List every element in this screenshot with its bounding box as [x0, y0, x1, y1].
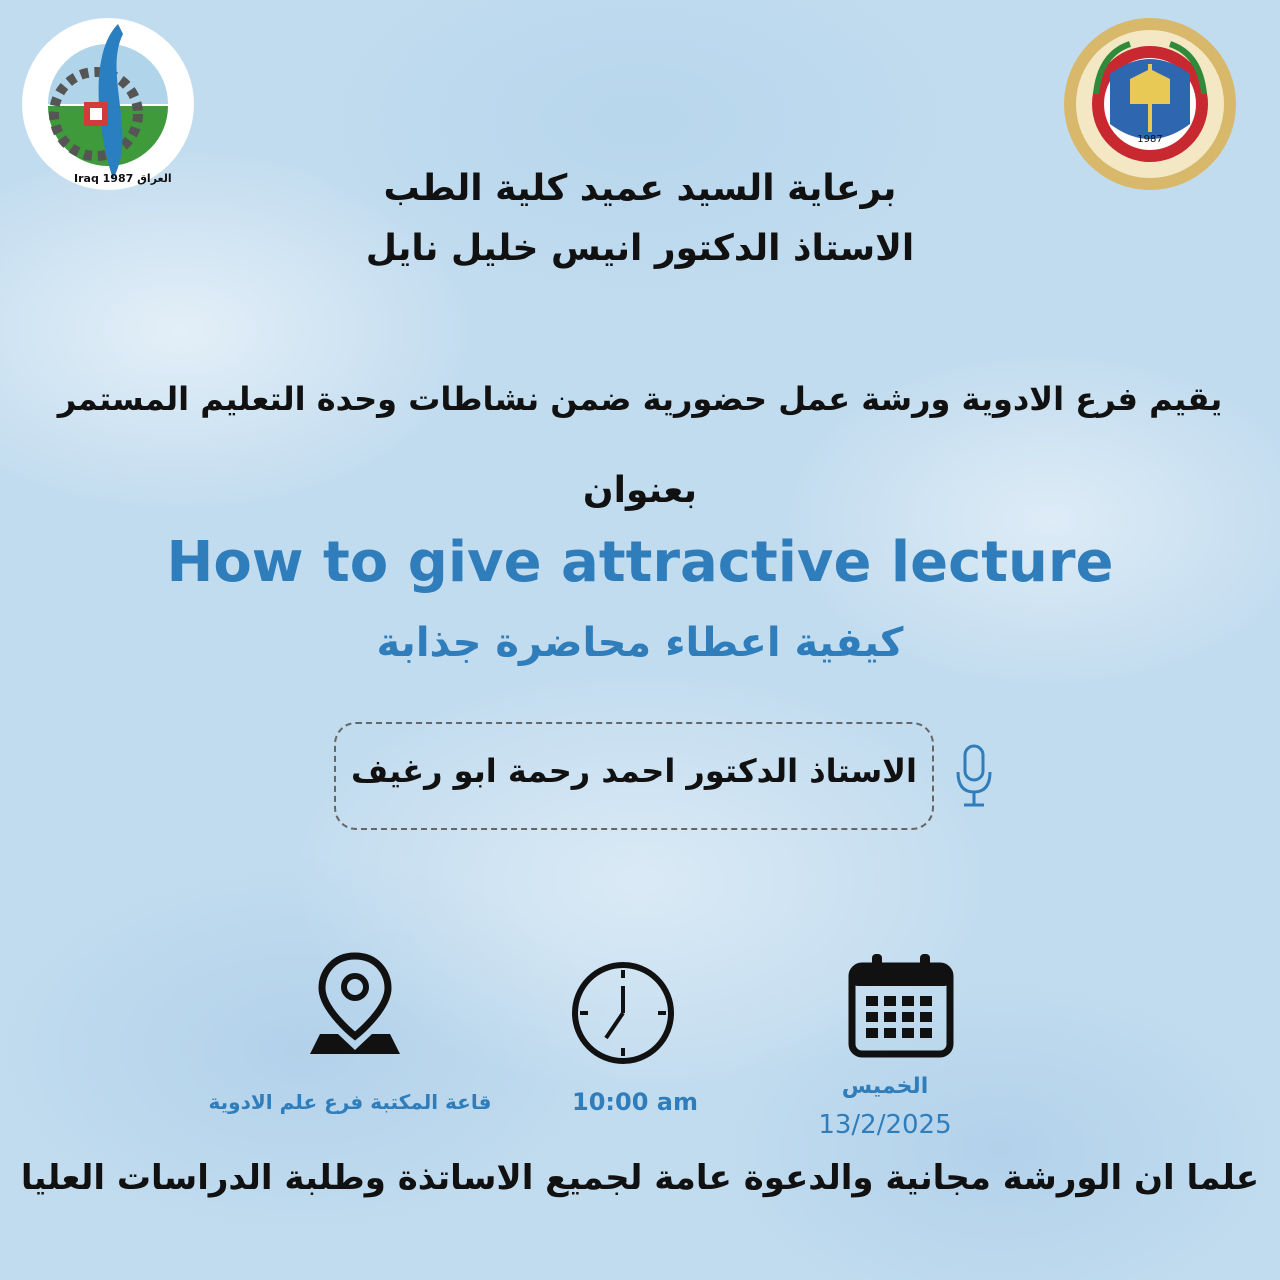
date-text: 13/2/2025: [818, 1110, 952, 1140]
college-of-medicine-logo: [1060, 14, 1240, 194]
speaker-name: الاستاذ الدكتور احمد رحمة ابو رغيف: [351, 752, 917, 790]
footer-note: علما ان الورشة مجانية والدعوة عامة لجميع الاساتذة وطلبة الدراسات العليا: [20, 1158, 1260, 1198]
calendar-icon: [846, 950, 956, 1060]
time-text: 10:00 am: [572, 1088, 698, 1116]
clock-icon: [568, 958, 678, 1068]
day-text: الخميس: [841, 1074, 929, 1099]
titled-label: بعنوان: [582, 470, 698, 511]
location-pin-icon: [300, 950, 410, 1060]
title-english: How to give attractive lecture: [166, 530, 1114, 595]
logo-right-year: 1987: [1137, 134, 1163, 145]
title-arabic: كيفية اعطاء محاضرة جذابة: [376, 620, 904, 666]
patron-line-2: الاستاذ الدكتور انيس خليل نايل: [365, 228, 915, 269]
patron-line-1: برعاية السيد عميد كلية الطب: [383, 168, 897, 209]
nahrain-university-logo: [18, 14, 198, 194]
microphone-icon: [952, 742, 996, 812]
logo-left-year: Iraq 1987 العراق: [74, 172, 172, 185]
location-text: قاعة المكتبة فرع علم الادوية: [208, 1090, 492, 1114]
intro-text: يقيم فرع الادوية ورشة عمل حضورية ضمن نشاطات وحدة التعليم المستمر: [57, 380, 1223, 418]
